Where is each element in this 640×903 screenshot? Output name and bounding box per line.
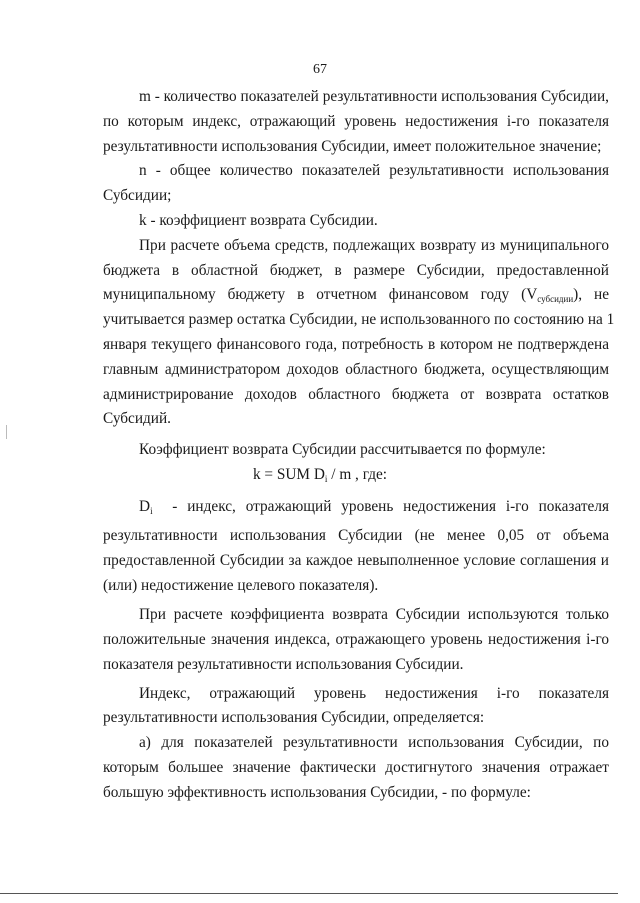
text-line-13: администрирование доходов областного бюджета от возврата остатков [103, 386, 609, 403]
di-text: - индекс, отражающий уровень недостижения i-го показателя [172, 498, 609, 515]
formula-end: / m , где: [327, 466, 388, 483]
text-line-7: При расчете объема средств, подлежащих возврату из муниципального [139, 237, 609, 254]
budget-line [103, 285, 609, 309]
text-line-11: января текущего финансового года, потребность в котором не подтверждена [103, 336, 609, 353]
text-line-5: Субсидии; [103, 187, 172, 204]
budget-line-end: ), не [573, 286, 610, 303]
page-number: 67 [313, 62, 327, 77]
text-line-8: бюджета в областной бюджет, в размере Субсидии, предоставленной [103, 262, 609, 279]
text-line-25: результативности использования Субсидии, определяется: [103, 709, 485, 726]
text-line-12: главным администратором доходов областного бюджета, осуществляющим [103, 361, 609, 378]
di-subscript: i [150, 506, 153, 516]
text-line-4: n - общее количество показателей результативности использования [139, 162, 609, 179]
text-line-22: положительные значения индекса, отражающего уровень недостижения i-го [103, 631, 609, 648]
text-line-18: результативности использования Субсидии (не менее 0,05 от объема [103, 527, 609, 544]
text-line-3: результативности использования Субсидии, имеет положительное значение; [103, 138, 602, 155]
text-line-1: m - количество показателей результативности использования Субсидии, [139, 88, 609, 105]
text-line-20: (или) недостижение целевого показателя). [103, 577, 379, 594]
margin-mark [6, 425, 7, 439]
text-line-21: При расчете коэффициента возврата Субсидии используются только [139, 606, 609, 623]
text-line-26: а) для показателей результативности использования Субсидии, по [139, 734, 609, 751]
text-line-19: предоставленной Субсидии за каждое невыполненное условие соглашения и [103, 552, 609, 569]
scan-bottom-line [0, 893, 618, 894]
text-line-23: показателя результативности использования Субсидии. [103, 656, 464, 673]
di-definition-line [139, 497, 609, 521]
text-line-24: Индекс, отражающий уровень недостижения i-го показателя [139, 685, 609, 702]
formula-k [0, 465, 640, 489]
text-line-27: которым большее значение фактически достигнутого значения отражает [103, 759, 609, 776]
formula-text: k = SUM D [252, 466, 325, 483]
di-symbol: D [139, 498, 151, 515]
text-line-10: учитывается размер остатка Субсидии, не использованного по состоянию на 1 [103, 311, 615, 328]
text-line-14: Субсидий. [103, 410, 172, 427]
v-subscript: субсидии [537, 294, 574, 304]
formula-subscript: i [324, 474, 328, 484]
budget-line-text: муниципальному бюджету в отчетном финансовом году (V [103, 286, 538, 303]
text-line-6: k - коэффициент возврата Субсидии. [139, 212, 378, 229]
text-line-2: по которым индекс, отражающий уровень недостижения i-го показателя [103, 113, 609, 130]
text-line-15: Коэффициент возврата Субсидии рассчитывается по формуле: [139, 441, 546, 458]
text-line-28: большую эффективность использования Субсидии, - по формуле: [103, 784, 531, 801]
